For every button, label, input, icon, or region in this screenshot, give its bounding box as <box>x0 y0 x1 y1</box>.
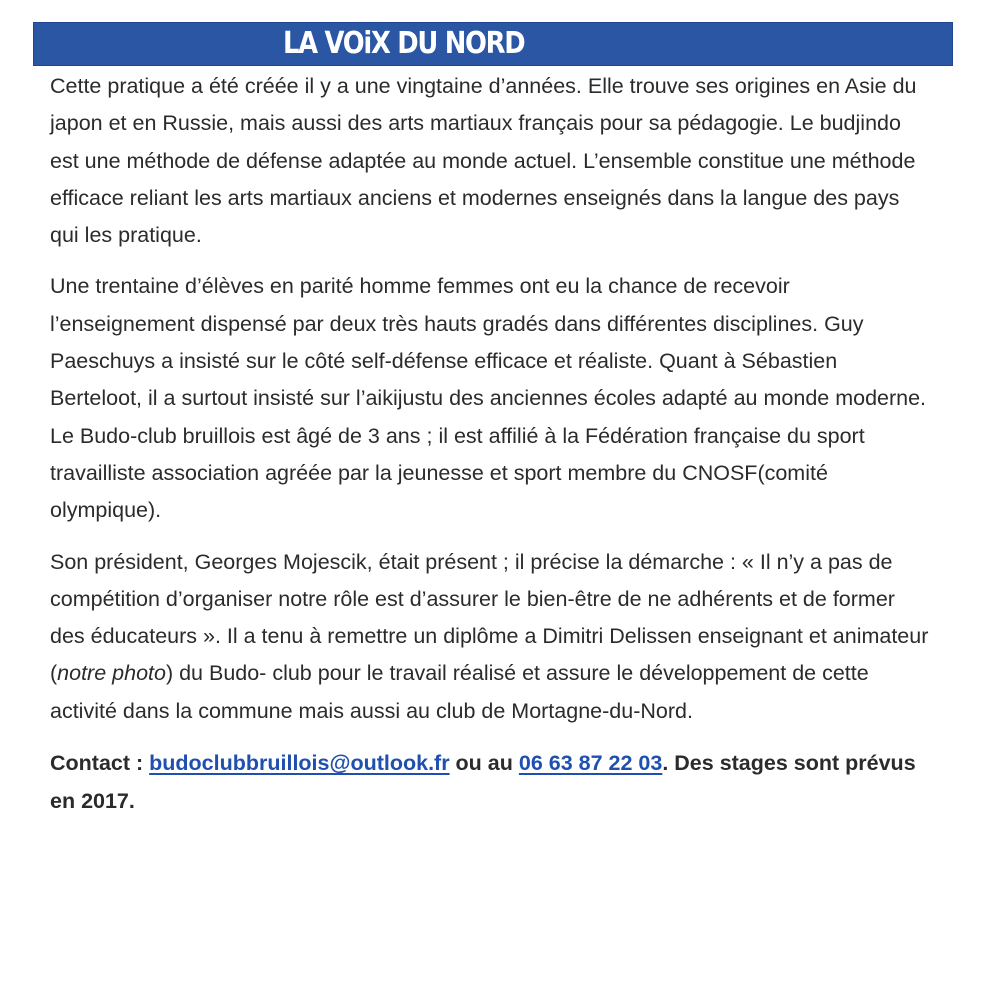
paragraph-president-text-end: ) du Budo- club pour le travail réalisé et assure le développement de cette activité dans la commune mais aussi au club de Mortagne-du-Nord. <box>50 661 869 723</box>
contact-line <box>50 744 930 820</box>
article-body <box>50 68 930 820</box>
paragraph-president-text-start: Son président, Georges Mojescik, était présent ; il précise la démarche : « Il n’y a pas de compétition d’organiser notre rôle est d’assurer le bien-être de ne adhérents et de former des éducateurs ». Il a tenu à remettre un diplôme a Dimitri Delissen enseignant et animateur ( <box>50 549 929 686</box>
contact-tail-text: . Des stages sont prévus en 2017. <box>50 751 916 814</box>
newspaper-title: LA VOiX DU NORD <box>283 26 525 61</box>
contact-label: Contact : <box>50 751 150 776</box>
paragraph-students: Une trentaine d’élèves en parité homme femmes ont eu la chance de recevoir l’enseignement dispensé par deux très hauts gradés dans différentes disciplines. Guy Paeschuys a insisté sur le côté self-défense efficace et réaliste. Quant à Sébastien Berteloot, il a surtout insisté sur l’aikijustu des anciennes écoles adapté au monde moderne. Le Budo-club bruillois est âgé de 3 ans ; il est affilié à la Fédération française du sport travailliste association agréée par la jeunesse et sport membre du CNOSF(comité olympique). <box>50 274 927 523</box>
photo-caption-ref: notre photo <box>57 661 166 686</box>
phone-link[interactable]: 06 63 87 22 03 <box>518 751 663 776</box>
paragraph-origins: Cette pratique a été créée il y a une vingtaine d’années. Elle trouve ses origines en Asie du japon et en Russie, mais aussi des arts martiaux français pour sa pédagogie. Le budjindo est une méthode de défense adaptée au monde actuel. L’ensemble constitue une méthode efficace reliant les arts martiaux anciens et modernes enseignés dans la langue des pays qui les pratique. <box>50 74 917 248</box>
masthead-banner <box>33 22 953 66</box>
paragraph-president <box>50 544 930 730</box>
email-link[interactable]: budoclubbruillois@outlook.fr <box>149 751 450 776</box>
contact-middle-text: ou au <box>449 751 519 776</box>
